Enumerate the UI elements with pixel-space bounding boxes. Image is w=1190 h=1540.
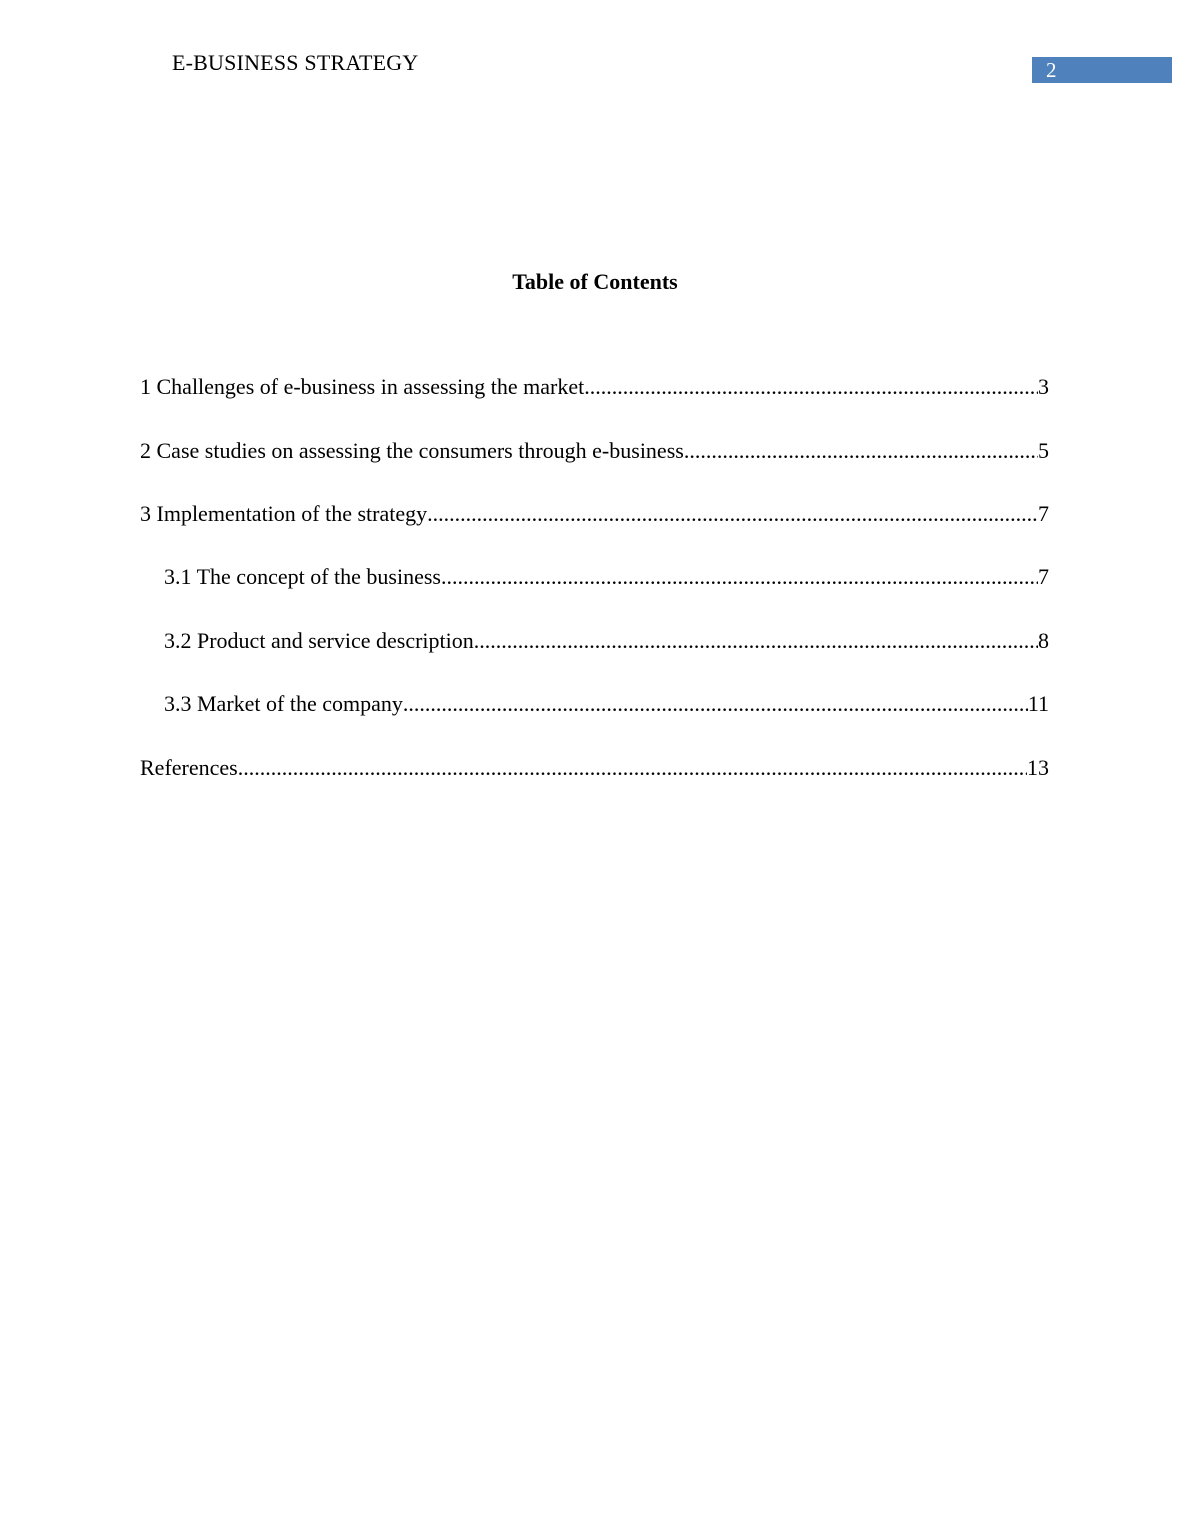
toc-entry-page: 8 [1038,628,1049,653]
toc-entry-page: 7 [1038,501,1049,526]
toc-entry-title: 3 Implementation of the strategy [140,501,428,526]
toc-entry-title: 1 Challenges of e-business in assessing the market [140,374,585,399]
toc-entry-title: References [140,755,238,780]
toc-dot-leader [441,563,1038,591]
toc-entry-challenges[interactable] [140,373,1049,401]
toc-dot-leader [403,690,1028,718]
toc-entry-page: 7 [1038,564,1049,589]
toc-entry-concept[interactable] [164,563,1049,591]
toc-dot-leader [584,373,1038,401]
toc-entry-market[interactable] [164,690,1049,718]
toc-entry-title: 3.1 The concept of the business [164,564,441,589]
toc-entry-title: 3.3 Market of the company [164,691,403,716]
toc-entry-implementation[interactable] [140,500,1049,528]
running-head: E-BUSINESS STRATEGY [172,50,419,75]
toc-entry-page: 3 [1038,374,1049,399]
toc-entry-page: 13 [1027,755,1049,780]
toc-entry-title: 3.2 Product and service description [164,628,474,653]
toc-dot-leader [427,500,1038,528]
toc-entry-page: 11 [1027,691,1049,716]
toc-entry-case-studies[interactable] [140,437,1049,465]
toc-entry-references[interactable] [140,754,1049,782]
toc-dot-leader [238,754,1027,782]
toc-dot-leader [684,437,1038,465]
toc-title: Table of Contents [512,269,678,294]
toc-entry-page: 5 [1038,438,1049,463]
toc-entry-title: 2 Case studies on assessing the consumers through e-business [140,438,684,463]
page-number-badge: 2 [1032,57,1172,83]
toc-dot-leader [474,627,1038,655]
toc-entry-product-service[interactable] [164,627,1049,655]
